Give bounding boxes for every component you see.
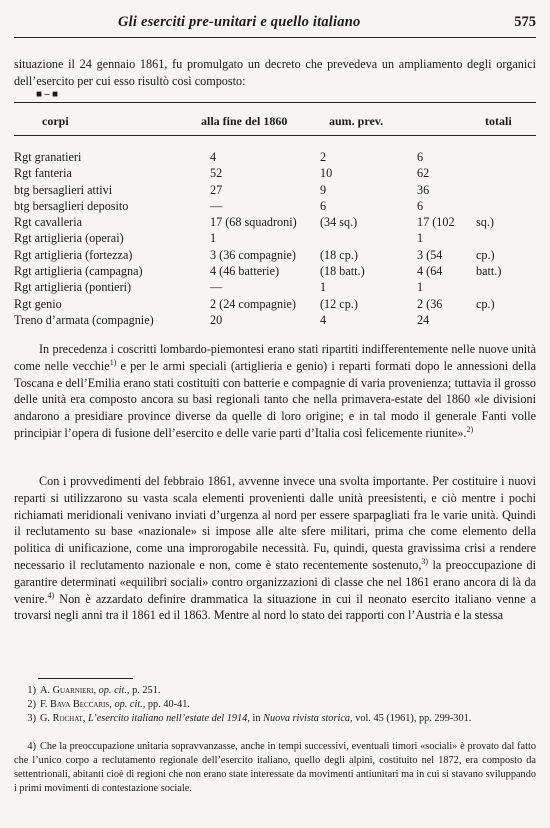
cell-corpo: Treno d’armata (compagnie) <box>14 312 154 327</box>
running-header <box>0 14 550 34</box>
cell-prev: (34 sq.) <box>320 215 358 230</box>
footnote-number: 2) <box>27 699 36 710</box>
cell-fine: 20 <box>210 312 223 327</box>
table-row <box>14 199 536 215</box>
cell-fine: 2 (24 compagnie) <box>210 296 296 311</box>
table-row <box>14 150 536 166</box>
header-fine-1860: alla fine del 1860 <box>201 114 288 128</box>
cell-tot: 1 <box>417 280 424 295</box>
cell-fine: — <box>210 280 223 295</box>
intro-paragraph: situazione il 24 gennaio 1861, fu promulgato un decreto che prevedeva un ampliamento degli organici dell’esercito per cui esso risultò così composto: <box>14 57 536 88</box>
footnote-volume: vol. 45 (1961), pp. 299-301. <box>355 713 472 724</box>
table-top-rule <box>14 102 536 103</box>
cell-tot: 36 <box>417 182 430 197</box>
paragraph-precedenza <box>14 341 536 442</box>
cell-fine: 52 <box>210 166 223 181</box>
footnote-pages: pp. 40-41. <box>147 699 190 710</box>
cell-tot: 6 <box>417 150 424 164</box>
table-row <box>14 280 536 296</box>
cell-corpo: Rgt artiglieria (campagna) <box>14 264 143 279</box>
cell-fine: — <box>210 198 223 213</box>
footnote-title: L’esercito italiano nell’estate del 1914, <box>87 713 250 724</box>
cell-corpo: Rgt granatieri <box>14 150 82 164</box>
cell-tot: 4 (64 <box>417 264 443 279</box>
paragraph-text: la preoccupazione di garantire determinati «equilibri sociali» contro organizzazioni di classe che nel 1861 erano ancora di là da venire. <box>14 557 536 606</box>
footnote-4 <box>14 740 536 796</box>
cell-fine: 1 <box>210 231 217 246</box>
cell-tot-unit: cp.) <box>476 247 495 262</box>
cell-corpo: Rgt artiglieria (fortezza) <box>14 247 133 262</box>
footnote-ref-1[interactable]: 1) <box>109 357 117 367</box>
cell-tot-unit: batt.) <box>476 264 502 279</box>
cell-tot: 17 (102 <box>417 215 455 230</box>
cell-corpo: Rgt genio <box>14 296 62 311</box>
cell-corpo: btg bersaglieri attivi <box>14 182 113 197</box>
footnote-author: G. Rochat, <box>40 713 86 724</box>
footnote-author: A. Guarnieri, <box>40 685 97 696</box>
army-composition-table <box>14 150 536 329</box>
footnote-pages: p. 251. <box>132 685 161 696</box>
header-rule <box>14 37 536 38</box>
cell-prev: 4 <box>320 312 327 327</box>
cell-prev: 1 <box>320 280 327 295</box>
footnote-1 <box>14 684 536 698</box>
footnote-author: F. Bava Beccaris, <box>40 699 112 710</box>
footnote-number: 3) <box>27 713 36 724</box>
cell-fine: 3 (36 compagnie) <box>210 247 296 262</box>
cell-prev: 2 <box>320 150 327 164</box>
table-row <box>14 264 536 280</box>
cell-corpo: btg bersaglieri deposito <box>14 198 129 213</box>
paragraph-text: In precedenza i coscritti lombardo-piemontesi erano stati ripartiti indifferentemente nelle nuove unità come nelle vecchie <box>14 342 536 373</box>
footnote-ref-3[interactable]: 3) <box>421 556 429 566</box>
page-number: 575 <box>514 14 536 30</box>
cell-tot-unit: cp.) <box>476 296 495 311</box>
cell-prev: 9 <box>320 182 327 197</box>
footnote-in: in <box>252 713 261 724</box>
footnote-2 <box>14 698 536 712</box>
paragraph-text: Con i provvedimenti del febbraio 1861, avvenne invece una svolta importante. Per costituire i nuovi reparti si utilizzarono su vasta scala elementi provenienti dalle unità preesistenti, e ciò mentre i pochi richiamati meridionali venivano inviati d’urgenza al nord per essere sparpagliati fra le varie unità. Quindi il reclutamento su base «nazionale» si impose alle alte sfere militari, prima che come elemento della politica di unificazione, come una improrogabile necessità. Fu, quindi, questa gravissima crisi a rendere necessario il reclutamento nazionale e non, come è stato recentemente sostenuto, <box>14 474 536 572</box>
cell-fine: 17 (68 squadroni) <box>210 215 297 230</box>
cell-prev: 6 <box>320 198 327 213</box>
table-header-rule <box>14 135 536 136</box>
table-row <box>14 166 536 182</box>
cell-fine: 4 (46 batterie) <box>210 264 280 279</box>
footnote-rule <box>38 678 133 679</box>
cell-fine: 27 <box>210 182 223 197</box>
header-aum-prev: aum. prev. <box>329 114 384 128</box>
cell-tot: 2 (36 <box>417 296 443 311</box>
cell-corpo: Rgt fanteria <box>14 166 72 181</box>
header-corpi: corpi <box>42 114 69 128</box>
cell-tot-unit: sq.) <box>476 215 494 230</box>
footnote-op-cit: op. cit., <box>98 685 130 696</box>
table-row <box>14 183 536 199</box>
cell-prev: (12 cp.) <box>320 296 358 311</box>
footnote-journal: Nuova rivista storica, <box>263 713 353 724</box>
footnote-ref-4[interactable]: 4) <box>47 590 55 600</box>
cell-prev: (18 batt.) <box>320 264 365 279</box>
table-row <box>14 313 536 329</box>
footnote-op-cit: op. cit., <box>114 699 146 710</box>
paragraph-text: e per le armi speciali (artiglieria e genio) i reparti formati dopo le annessioni della Toscana e dell’Emilia erano stati costituiti con batterie e compagnie di varia provenienza; tuttavia il grosso delle unità era composto ancora su basi regionali tanto che nella primavera-estate del 1860 «le divisioni andarono a presidiare province diverse da quelle di loro origine; e in tal modo il generale Fanti volle principiar l’opera di fusione dell’esercito e delle varie parti d’Italia così felicemente riunite». <box>14 358 536 440</box>
table-row <box>14 215 536 231</box>
table-row <box>14 297 536 313</box>
paragraph-text: Non è azzardato definire drammatica la situazione in cui il neonato esercito italiano venne a trovarsi negli anni tra il 1861 ed il 1863. Mentre al nord lo stato dei rapporti con l’Austria e la stessa <box>14 591 536 623</box>
cell-prev: (18 cp.) <box>320 247 358 262</box>
cell-tot: 1 <box>417 231 424 246</box>
footnote-text: Che la preoccupazione unitaria sopravvanzasse, anche in tempi successivi, eventuali timori «sociali» è provato dal fatto che l’unico corpo a reclutamento regionale dell’esercito italiano, quello degli alpini, costituito nel 1872, era composto da settentrionali, abitanti cioè di regioni che non erano state interessate da movimenti antiunitari ma in cui si stavano sviluppando i primi movimenti di contestazione sociale. <box>14 741 536 794</box>
header-totali: totali <box>485 114 512 128</box>
cell-tot: 62 <box>417 166 430 181</box>
printer-marks: ■ – ■ <box>36 89 59 100</box>
footnote-ref-2[interactable]: 2) <box>466 424 474 434</box>
cell-corpo: Rgt cavalleria <box>14 215 83 230</box>
table-row <box>14 248 536 264</box>
cell-corpo: Rgt artiglieria (operai) <box>14 231 124 246</box>
footnote-number: 4) <box>27 741 36 752</box>
cell-corpo: Rgt artiglieria (pontieri) <box>14 280 132 295</box>
footnote-3 <box>14 712 536 726</box>
paragraph-provvedimenti <box>14 473 536 624</box>
table-row <box>14 231 536 247</box>
cell-tot: 24 <box>417 312 430 327</box>
running-title: Gli eserciti pre-unitari e quello italiano <box>118 14 361 30</box>
cell-tot: 6 <box>417 198 424 213</box>
cell-fine: 4 <box>210 150 217 164</box>
cell-prev: 10 <box>320 166 333 181</box>
cell-tot: 3 (54 <box>417 247 443 262</box>
footnote-number: 1) <box>27 685 36 696</box>
